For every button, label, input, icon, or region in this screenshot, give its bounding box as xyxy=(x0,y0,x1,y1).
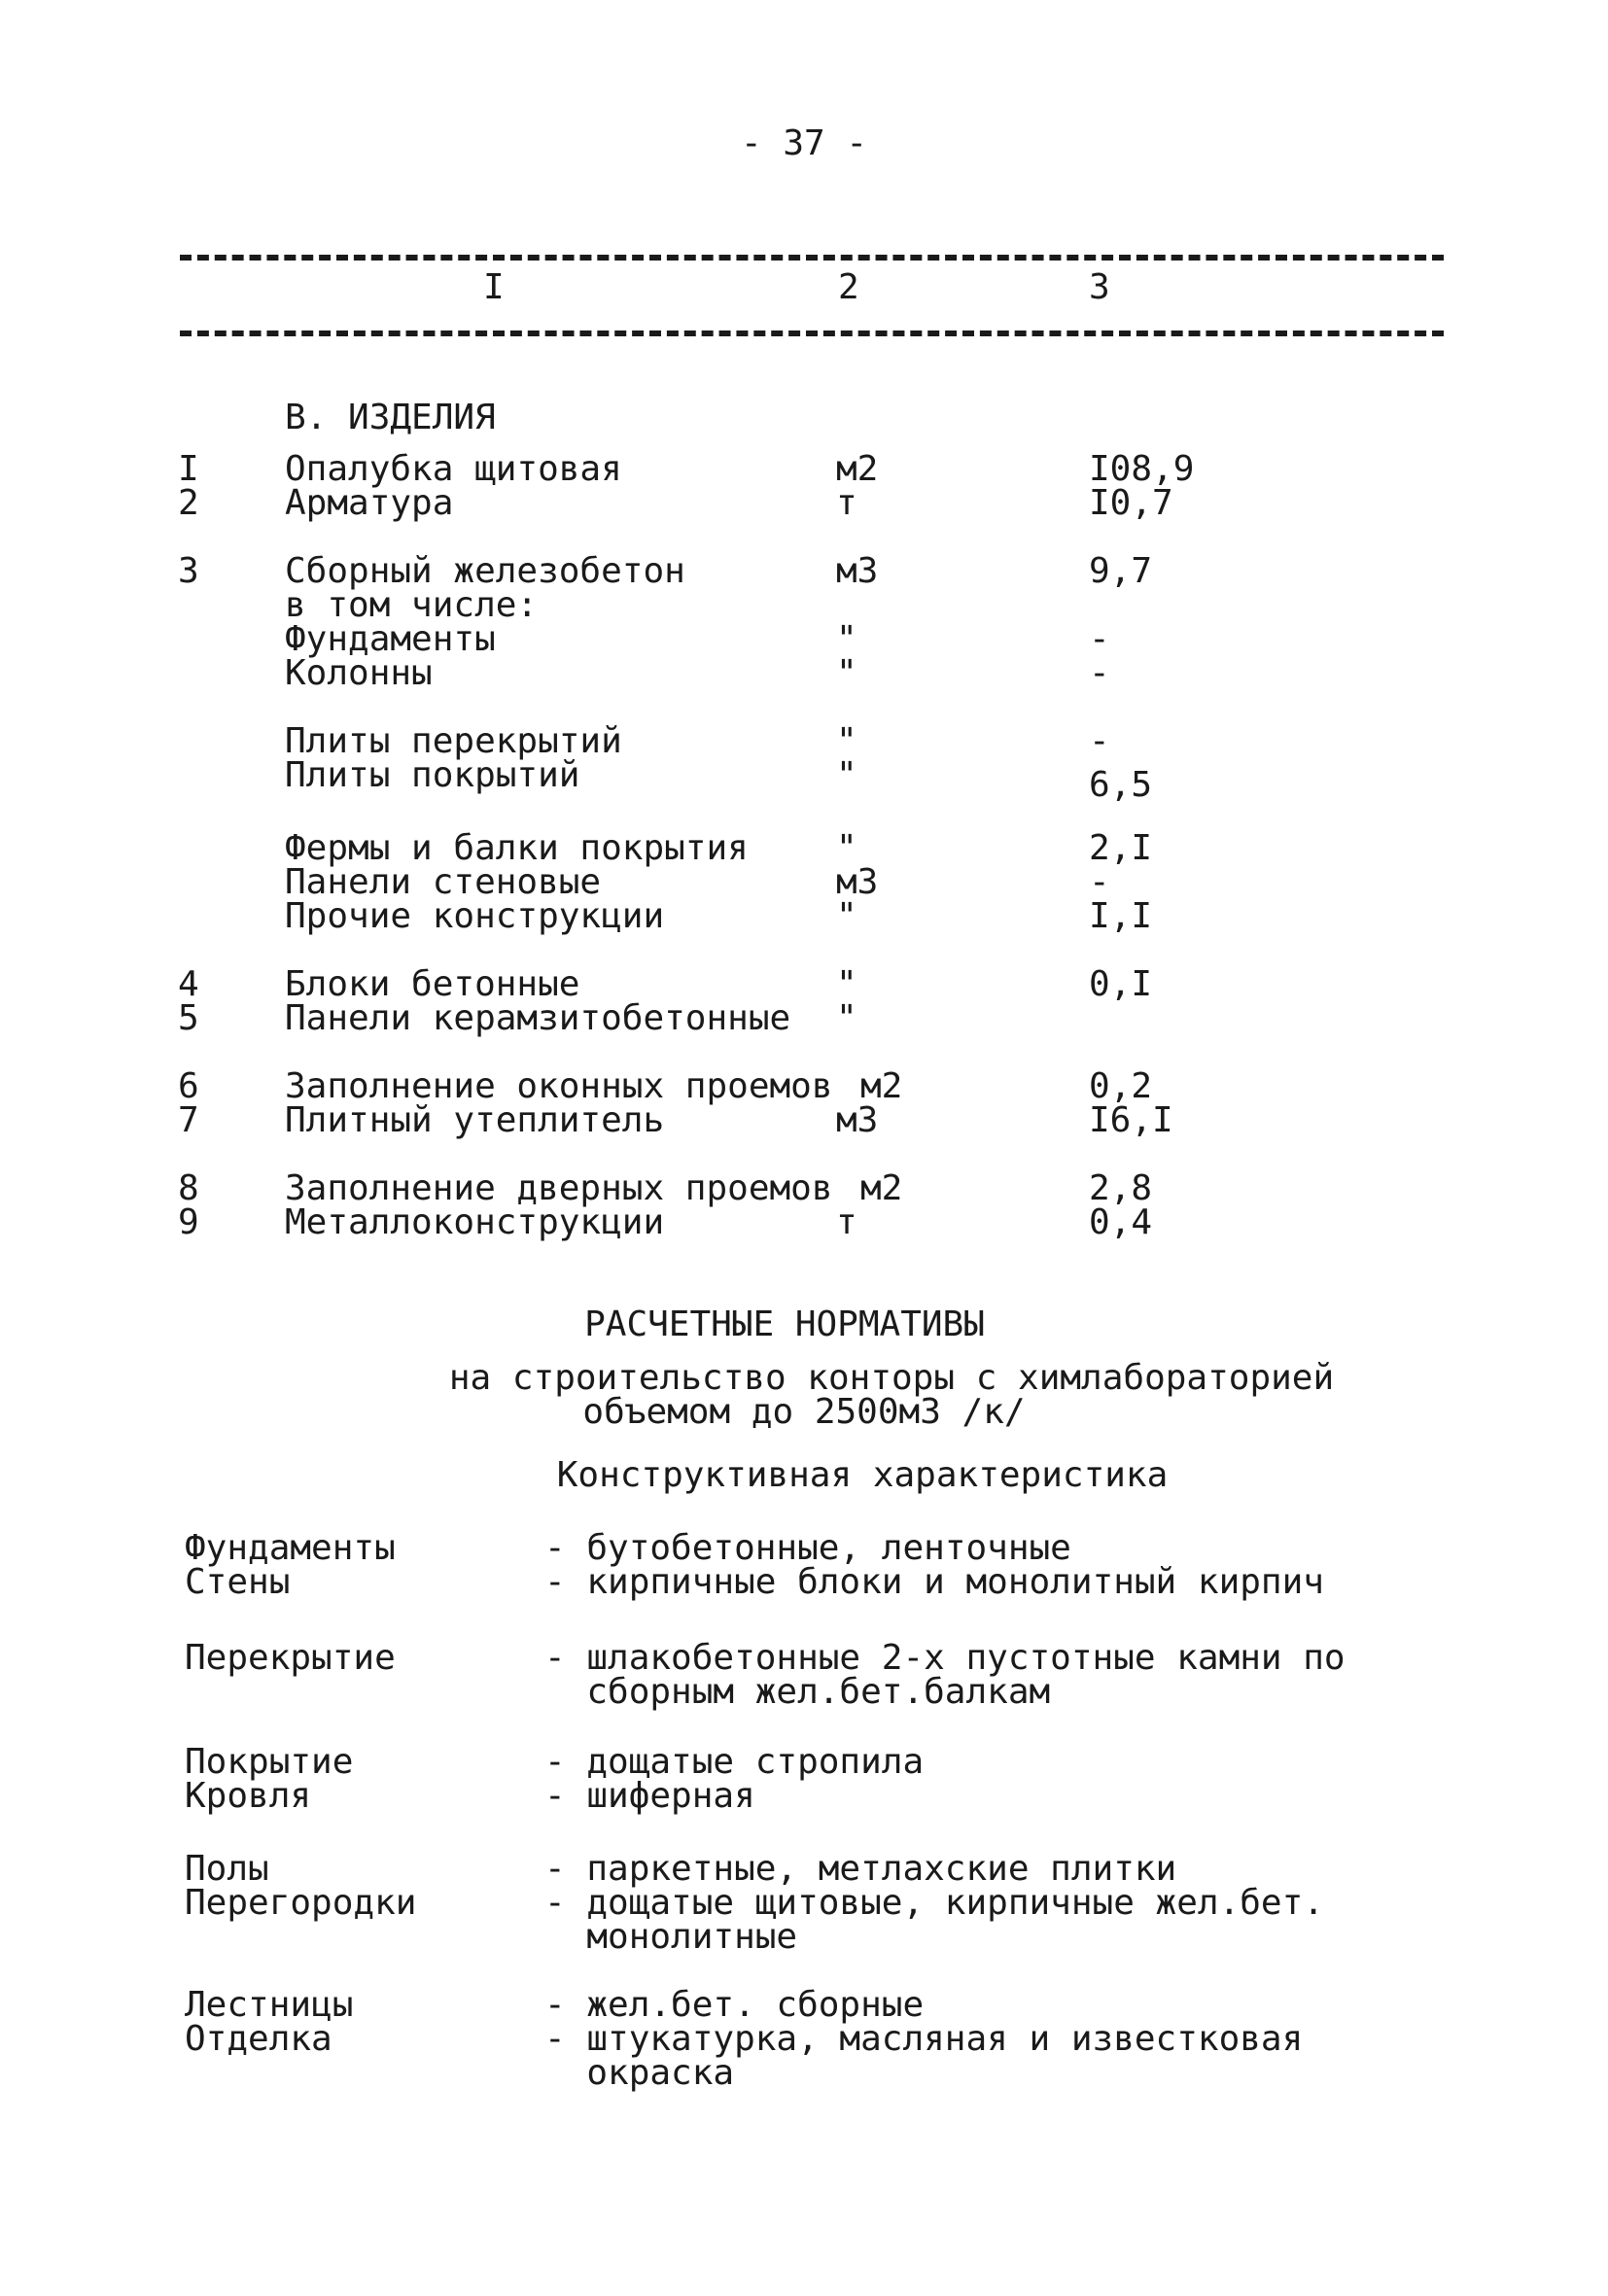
item-name: Фундаменты xyxy=(285,619,496,659)
item-value: I6,I xyxy=(1089,1100,1173,1140)
item-row xyxy=(0,998,1608,1038)
item-row xyxy=(0,1168,1608,1208)
construct-label: Полы xyxy=(185,1849,269,1889)
item-unit: т xyxy=(836,483,857,523)
item-unit: " xyxy=(836,721,857,761)
construct-desc: - штукатурка, масляная и известковая xyxy=(544,2019,1304,2059)
header-col-3: 3 xyxy=(1089,267,1110,307)
item-unit: м2 xyxy=(860,1168,903,1208)
item-name: Плиты перекрытий xyxy=(285,721,622,761)
item-row xyxy=(0,619,1608,659)
construct-label: Лестницы xyxy=(185,1985,354,2025)
item-name: Плиты покрытий xyxy=(285,755,580,795)
item-value: 6,5 xyxy=(1089,765,1153,805)
item-unit: " xyxy=(836,964,857,1004)
item-unit: т xyxy=(836,1202,857,1242)
item-value: I0,7 xyxy=(1089,483,1173,523)
item-number: 7 xyxy=(178,1100,199,1140)
header-rule-bottom xyxy=(180,330,1444,336)
norms-subtitle-2: объемом до 2500м3 /к/ xyxy=(582,1392,1026,1432)
item-row xyxy=(0,862,1608,902)
item-name: Плитный утеплитель xyxy=(285,1100,665,1140)
item-unit: м2 xyxy=(860,1066,903,1106)
item-value: 0,4 xyxy=(1089,1202,1153,1242)
item-value: 0,I xyxy=(1089,964,1153,1004)
construct-desc: - шлакобетонные 2-х пустотные камни по xyxy=(544,1638,1346,1678)
item-name: Фермы и балки покрытия xyxy=(285,828,749,868)
item-unit: " xyxy=(836,619,857,659)
item-row xyxy=(0,964,1608,1004)
norms-subtitle-1: на строительство конторы с химлабораторией xyxy=(448,1358,1335,1398)
item-value: - xyxy=(1089,653,1110,693)
item-value: - xyxy=(1089,862,1110,902)
item-value: 2,I xyxy=(1089,828,1153,868)
item-name: в том числе: xyxy=(285,585,539,625)
construct-label: Перекрытие xyxy=(185,1638,396,1678)
item-unit: " xyxy=(836,755,857,795)
item-number: 4 xyxy=(178,964,199,1004)
item-name: Сборный железобетон xyxy=(285,551,685,591)
construct-desc: сборным жел.бет.балкам xyxy=(544,1672,1051,1712)
norms-title: РАСЧЕТНЫЕ НОРМАТИВЫ xyxy=(584,1305,985,1344)
construct-label: Фундаменты xyxy=(185,1528,396,1568)
page-number: - 37 - xyxy=(740,123,868,163)
section-title: В. ИЗДЕЛИЯ xyxy=(285,398,496,437)
item-name: Блоки бетонные xyxy=(285,964,580,1004)
item-value: 2,8 xyxy=(1089,1168,1153,1208)
item-row xyxy=(0,1202,1608,1242)
header-col-2: 2 xyxy=(838,267,859,307)
item-unit: " xyxy=(836,653,857,693)
construct-desc: - шиферная xyxy=(544,1776,755,1816)
construct-desc: - бутобетонные, ленточные xyxy=(544,1528,1071,1568)
item-name: Панели стеновые xyxy=(285,862,602,902)
item-unit: м3 xyxy=(836,862,879,902)
item-row xyxy=(0,721,1608,761)
item-value: 0,2 xyxy=(1089,1066,1153,1106)
item-unit: " xyxy=(836,828,857,868)
item-row xyxy=(0,1066,1608,1106)
header-rule-top xyxy=(180,255,1444,261)
item-unit: м2 xyxy=(836,449,879,489)
item-name: Заполнение дверных проемов xyxy=(285,1168,833,1208)
item-row xyxy=(0,828,1608,868)
item-value: I08,9 xyxy=(1089,449,1195,489)
item-unit: " xyxy=(836,998,857,1038)
item-row xyxy=(0,1100,1608,1140)
item-row xyxy=(0,551,1608,591)
item-value: 9,7 xyxy=(1089,551,1153,591)
item-name: Прочие конструкции xyxy=(285,896,665,936)
construct-desc: - дощатые щитовые, кирпичные жел.бет. xyxy=(544,1883,1324,1923)
header-col-1: I xyxy=(483,267,505,307)
item-unit: м3 xyxy=(836,1100,879,1140)
construct-label: Покрытие xyxy=(185,1742,354,1782)
item-number: 9 xyxy=(178,1202,199,1242)
construct-desc: - кирпичные блоки и монолитный кирпич xyxy=(544,1562,1324,1602)
item-number: 6 xyxy=(178,1066,199,1106)
item-number: 2 xyxy=(178,483,199,523)
item-row xyxy=(0,449,1608,489)
construct-label: Отделка xyxy=(185,2019,332,2059)
item-name: Панели керамзитобетонные xyxy=(285,998,791,1038)
construct-label: Перегородки xyxy=(185,1883,417,1923)
item-name: Опалубка щитовая xyxy=(285,449,622,489)
item-row xyxy=(0,653,1608,693)
item-row xyxy=(0,896,1608,936)
item-value: - xyxy=(1089,619,1110,659)
construct-desc: окраска xyxy=(544,2053,735,2093)
item-number: I xyxy=(178,449,199,489)
item-unit: м3 xyxy=(836,551,879,591)
item-name: Заполнение оконных проемов xyxy=(285,1066,833,1106)
item-unit: " xyxy=(836,896,857,936)
item-name: Колонны xyxy=(285,653,433,693)
construct-desc: - паркетные, метлахские плитки xyxy=(544,1849,1177,1889)
item-number: 8 xyxy=(178,1168,199,1208)
construct-title: Конструктивная характеристика xyxy=(556,1455,1169,1495)
item-value: - xyxy=(1089,721,1110,761)
item-number: 3 xyxy=(178,551,199,591)
item-row xyxy=(0,585,1608,625)
construct-desc: - дощатые стропила xyxy=(544,1742,925,1782)
construct-label: Стены xyxy=(185,1562,291,1602)
item-name: Арматура xyxy=(285,483,454,523)
construct-desc: - жел.бет. сборные xyxy=(544,1985,925,2025)
item-number: 5 xyxy=(178,998,199,1038)
item-value: I,I xyxy=(1089,896,1153,936)
construct-label: Кровля xyxy=(185,1776,312,1816)
item-name: Металлоконструкции xyxy=(285,1202,665,1242)
construct-desc: монолитные xyxy=(544,1917,798,1957)
item-row xyxy=(0,755,1608,805)
item-row xyxy=(0,483,1608,523)
